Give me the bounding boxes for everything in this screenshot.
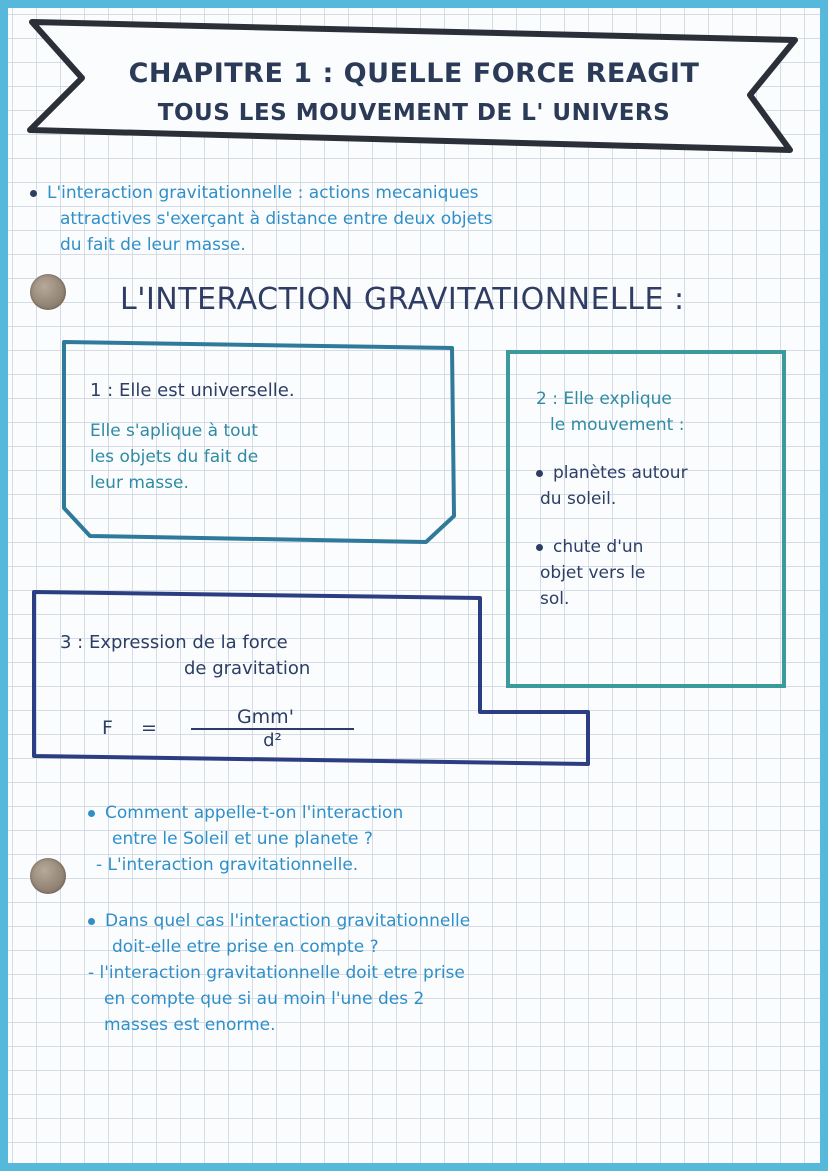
box2-content — [536, 386, 776, 612]
question-2-line-2: doit-elle etre prise en compte ? — [112, 937, 379, 957]
question-1 — [88, 800, 808, 826]
answer-2-line-1: - l'interaction gravitationnelle doit etre prise — [88, 963, 465, 983]
intro-line-2: attractives s'exerçant à distance entre deux objets — [60, 209, 493, 229]
box2-bullet-2 — [536, 534, 776, 560]
box1-body-line-1: Elle s'aplique à tout — [90, 421, 258, 441]
formula-equals: = — [140, 717, 157, 739]
answer-1: - L'interaction gravitationnelle. — [96, 855, 359, 875]
box2-title-line-1: 2 : Elle explique — [536, 389, 672, 409]
box1-body-line-3: leur masse. — [90, 473, 189, 493]
punch-hole-bottom — [30, 858, 66, 894]
intro-line — [30, 180, 800, 206]
section-heading: L'INTERACTION GRAVITATIONNELLE : — [120, 282, 685, 317]
box3-content — [60, 630, 480, 682]
spacer — [536, 438, 776, 460]
question-2 — [88, 908, 808, 934]
formula — [102, 706, 354, 751]
bullet-dot — [88, 810, 95, 817]
chapter-subtitle: TOUS LES MOUVEMENT DE L' UNIVERS — [157, 100, 671, 126]
question-1-line-1: Comment appelle-t-on l'interaction — [105, 803, 404, 823]
spacer — [536, 512, 776, 534]
answer-2-line-2: en compte que si au moin l'une des 2 — [104, 989, 425, 1009]
box3-title-line-2: de gravitation — [184, 658, 311, 679]
bullet-dot — [30, 190, 37, 197]
box1-title: 1 : Elle est universelle. — [90, 380, 295, 401]
formula-numerator: Gmm' — [236, 706, 294, 728]
intro-line-3: du fait de leur masse. — [60, 235, 246, 255]
box1-body-line-2: les objets du fait de — [90, 447, 259, 467]
box2-bullet-2-line-1: chute d'un — [553, 537, 644, 557]
intro-line-1: L'interaction gravitationnelle : actions mecaniques — [47, 183, 479, 203]
box2-bullet-1-line-2: du soleil. — [540, 489, 617, 509]
box2-title-line-2: le mouvement : — [550, 415, 685, 435]
spacer — [90, 404, 440, 418]
question-2-line-1: Dans quel cas l'interaction gravitationnelle — [105, 911, 471, 931]
intro-line — [30, 206, 800, 232]
intro-line — [30, 232, 800, 258]
formula-fraction — [191, 706, 354, 751]
question-1-line-2: entre le Soleil et une planete ? — [112, 829, 373, 849]
chapter-title: CHAPITRE 1 : QUELLE FORCE REAGIT — [128, 58, 700, 89]
box2-bullet-2-line-3: sol. — [540, 589, 570, 609]
bullet-dot — [536, 470, 543, 477]
punch-hole-top — [30, 274, 66, 310]
intro-definition — [30, 180, 800, 258]
formula-lhs: F — [102, 717, 113, 739]
box2-bullet-1-line-1: planètes autour — [553, 463, 688, 483]
bullet-dot — [536, 544, 543, 551]
answer-2-line-3: masses est enorme. — [104, 1015, 276, 1035]
box2-bullet-1 — [536, 460, 776, 486]
bullet-dot — [88, 918, 95, 925]
box1-content — [90, 378, 440, 496]
box3-title-line-1: 3 : Expression de la force — [60, 632, 288, 653]
formula-denominator: d² — [191, 728, 354, 751]
spacer — [88, 878, 808, 908]
box2-bullet-2-line-2: objet vers le — [540, 563, 646, 583]
qa-section — [88, 800, 808, 1038]
